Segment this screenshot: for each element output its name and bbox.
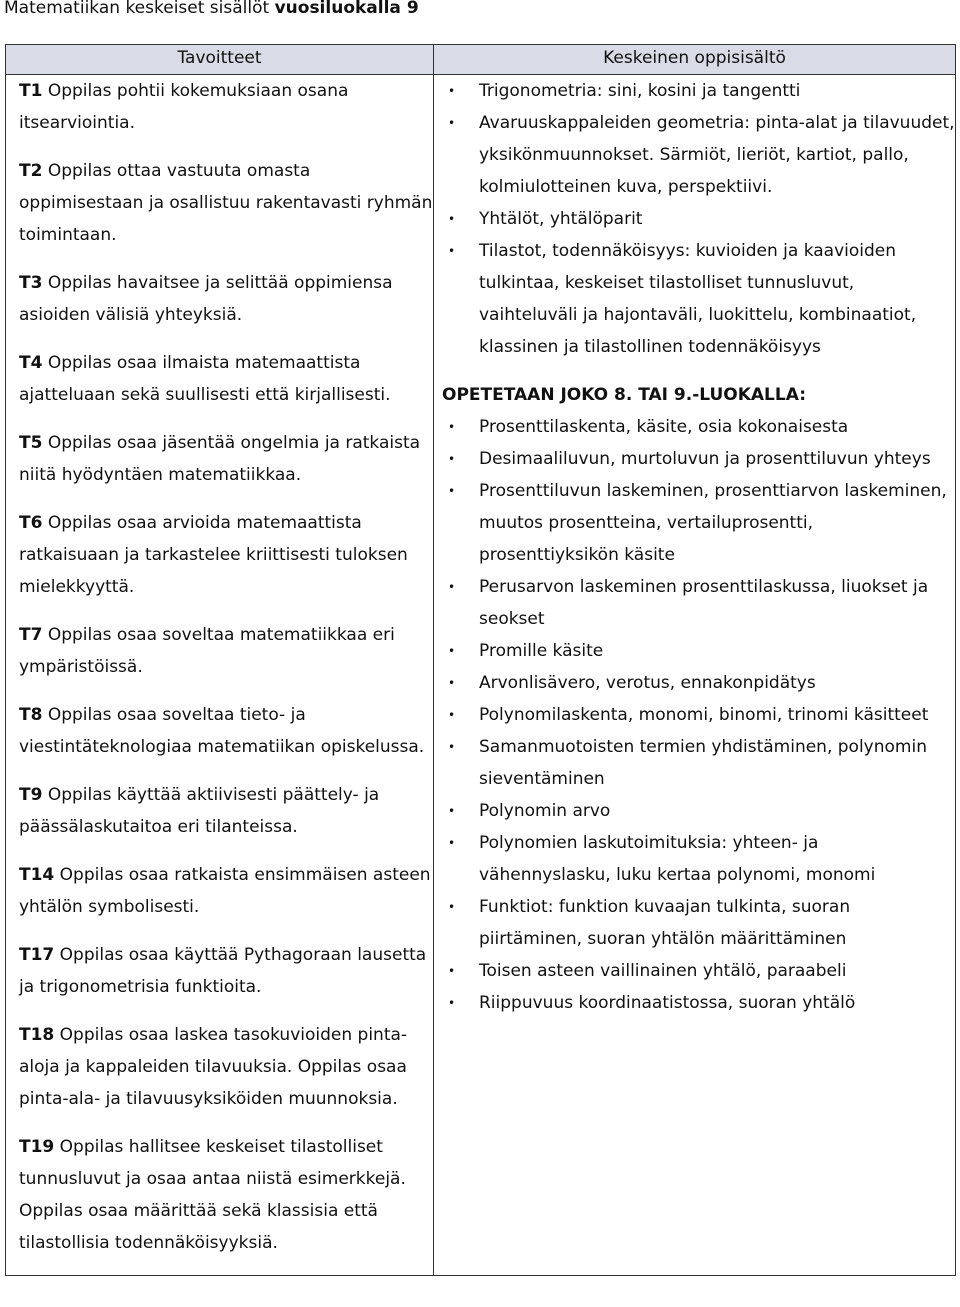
topic-item <box>442 443 955 475</box>
topics-list-grade9 <box>442 75 955 363</box>
goal-code: T17 <box>19 945 55 965</box>
topic-item <box>442 107 955 203</box>
goal-text: Oppilas osaa jäsentää ongelmia ja ratkaista niitä hyödyntäen matematiikkaa. <box>19 433 421 485</box>
topic-item <box>442 891 955 955</box>
goal-item <box>19 1019 433 1115</box>
goal-item <box>19 779 433 843</box>
bullet-icon: • <box>448 84 456 98</box>
goal-item <box>19 267 433 331</box>
topic-item <box>442 635 955 667</box>
topic-text: Avaruuskappaleiden geometria: pinta-alat ja tilavuudet, yksikönmuunnokset. Särmiöt, lieriöt, kartiot, pallo, kolmiulotteinen kuva, perspektiivi. <box>479 113 955 197</box>
goals-cell <box>6 75 434 1276</box>
topic-item <box>442 475 955 571</box>
goal-text: Oppilas osaa arvioida matemaattista ratkaisuaan ja tarkastelee kriittisesti tuloksen mielekkyyttä. <box>19 513 408 597</box>
bullet-icon: • <box>448 804 456 818</box>
topic-item <box>442 699 955 731</box>
goal-text: Oppilas havaitsee ja selittää oppimiensa asioiden välisiä yhteyksiä. <box>19 273 393 325</box>
goal-item <box>19 507 433 603</box>
topic-item <box>442 667 955 699</box>
topic-text: Polynomilaskenta, monomi, binomi, trinomi käsitteet <box>479 705 929 725</box>
bullet-icon: • <box>448 836 456 850</box>
header-goals: Tavoitteet <box>6 45 434 75</box>
goal-code: T3 <box>19 273 43 293</box>
bullet-icon: • <box>448 116 456 130</box>
topic-text: Riippuvuus koordinaatistossa, suoran yhtälö <box>479 993 856 1013</box>
topic-item <box>442 987 955 1019</box>
goal-text: Oppilas osaa ilmaista matemaattista ajatteluaan sekä suullisesti että kirjallisesti. <box>19 353 391 405</box>
topic-item <box>442 955 955 987</box>
goal-text: Oppilas ottaa vastuuta omasta oppimisestaan ja osallistuu rakentavasti ryhmän toimintaan. <box>19 161 433 245</box>
topic-text: Tilastot, todennäköisyys: kuvioiden ja kaavioiden tulkintaa, keskeiset tilastolliset tunnusluvut, vaihteluväli ja hajontaväli, luokittelu, kombinaatiot, klassinen ja tilastollinen todennäköisyys <box>479 241 917 357</box>
goal-code: T7 <box>19 625 43 645</box>
goal-text: Oppilas osaa soveltaa tieto- ja viestintäteknologiaa matematiikan opiskelussa. <box>19 705 425 757</box>
bullet-icon: • <box>448 644 456 658</box>
topic-item <box>442 827 955 891</box>
topic-item <box>442 795 955 827</box>
goal-item <box>19 155 433 251</box>
topic-item <box>442 731 955 795</box>
goal-code: T2 <box>19 161 43 181</box>
goal-text: Oppilas osaa laskea tasokuvioiden pinta-aloja ja kappaleiden tilavuuksia. Oppilas osaa pinta-ala- ja tilavuusyksiköiden muunnoksia. <box>19 1025 408 1109</box>
bullet-icon: • <box>448 900 456 914</box>
goal-item <box>19 75 433 139</box>
bullet-icon: • <box>448 212 456 226</box>
goal-item <box>19 619 433 683</box>
topic-text: Polynomin arvo <box>479 801 611 821</box>
section-heading: OPETETAAN JOKO 8. TAI 9.-LUOKALLA: <box>442 385 806 405</box>
bullet-icon: • <box>448 996 456 1010</box>
header-content: Keskeinen oppisisältö <box>434 45 956 75</box>
bullet-icon: • <box>448 676 456 690</box>
goal-code: T1 <box>19 81 43 101</box>
topic-text: Perusarvon laskeminen prosenttilaskussa, liuokset ja seokset <box>479 577 929 629</box>
goal-code: T18 <box>19 1025 55 1045</box>
page-title <box>4 0 419 19</box>
bullet-icon: • <box>448 484 456 498</box>
table-body-row <box>6 75 956 1276</box>
topics-list-grade8-or-9 <box>442 411 955 1019</box>
goal-text: Oppilas osaa käyttää Pythagoraan lausetta ja trigonometrisia funktioita. <box>19 945 427 997</box>
goal-code: T4 <box>19 353 43 373</box>
goal-item <box>19 347 433 411</box>
topic-item <box>442 411 955 443</box>
topic-text: Arvonlisävero, verotus, ennakonpidätys <box>479 673 816 693</box>
goal-code: T14 <box>19 865 55 885</box>
topic-text: Yhtälöt, yhtälöparit <box>479 209 643 229</box>
topic-text: Promille käsite <box>479 641 604 661</box>
goal-item <box>19 1131 433 1259</box>
goal-text: Oppilas osaa soveltaa matematiikkaa eri ympäristöissä. <box>19 625 395 677</box>
title-bold: vuosiluokalla 9 <box>274 0 419 18</box>
topic-text: Prosenttiluvun laskeminen, prosenttiarvon laskeminen, muutos prosentteina, vertailuprosentti, prosenttiyksikön käsite <box>479 481 947 565</box>
goal-code: T5 <box>19 433 43 453</box>
topic-text: Trigonometria: sini, kosini ja tangentti <box>479 81 801 101</box>
bullet-icon: • <box>448 708 456 722</box>
goal-text: Oppilas hallitsee keskeiset tilastolliset tunnusluvut ja osaa antaa niistä esimerkkejä. Oppilas osaa määrittää sekä klassisia että tilastollisia todennäköisyyksiä. <box>19 1137 406 1253</box>
goal-item <box>19 699 433 763</box>
content-cell <box>434 75 956 1276</box>
topic-item <box>442 75 955 107</box>
goal-item <box>19 427 433 491</box>
topic-item <box>442 235 955 363</box>
goals-list <box>19 75 433 1259</box>
bullet-icon: • <box>448 964 456 978</box>
title-prefix: Matematiikan keskeiset sisällöt <box>4 0 275 18</box>
topic-item <box>442 203 955 235</box>
goal-code: T8 <box>19 705 43 725</box>
topic-text: Desimaaliluvun, murtoluvun ja prosenttiluvun yhteys <box>479 449 931 469</box>
table-header-row <box>6 45 956 75</box>
bullet-icon: • <box>448 244 456 258</box>
topic-text: Prosenttilaskenta, käsite, osia kokonaisesta <box>479 417 849 437</box>
topic-item <box>442 571 955 635</box>
goal-code: T19 <box>19 1137 55 1157</box>
bullet-icon: • <box>448 740 456 754</box>
topic-text: Samanmuotoisten termien yhdistäminen, polynomin sieventäminen <box>479 737 927 789</box>
goal-text: Oppilas käyttää aktiivisesti päättely- ja päässälaskutaitoa eri tilanteissa. <box>19 785 380 837</box>
bullet-icon: • <box>448 580 456 594</box>
topic-text: Toisen asteen vaillinainen yhtälö, paraabeli <box>479 961 847 981</box>
topic-text: Funktiot: funktion kuvaajan tulkinta, suoran piirtäminen, suoran yhtälön määrittäminen <box>479 897 851 949</box>
goal-code: T9 <box>19 785 43 805</box>
goal-code: T6 <box>19 513 43 533</box>
topic-text: Polynomien laskutoimituksia: yhteen- ja vähennyslasku, luku kertaa polynomi, monomi <box>479 833 876 885</box>
goal-text: Oppilas osaa ratkaista ensimmäisen asteen yhtälön symbolisesti. <box>19 865 431 917</box>
bullet-icon: • <box>448 452 456 466</box>
goal-text: Oppilas pohtii kokemuksiaan osana itsearviointia. <box>19 81 349 133</box>
bullet-icon: • <box>448 420 456 434</box>
goal-item <box>19 859 433 923</box>
goal-item <box>19 939 433 1003</box>
curriculum-table <box>5 44 956 1276</box>
